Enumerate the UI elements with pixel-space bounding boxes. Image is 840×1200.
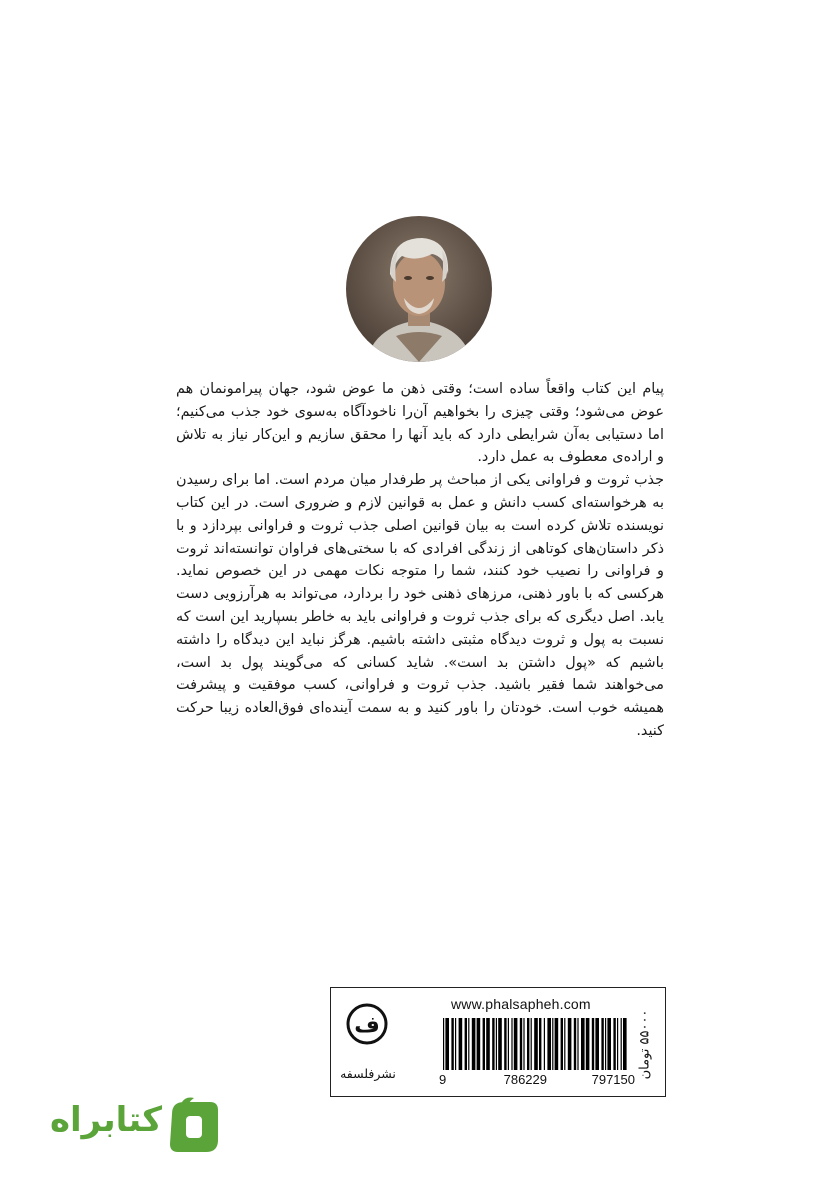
barcode-bar xyxy=(465,1018,467,1070)
barcode-bar xyxy=(504,1018,506,1070)
barcode-bar xyxy=(555,1018,559,1070)
isbn-number xyxy=(439,1072,635,1087)
barcode-bar xyxy=(451,1018,453,1070)
price-label xyxy=(629,998,661,1090)
barcode-bar xyxy=(508,1018,509,1070)
ketabrah-logo-icon xyxy=(164,1096,220,1154)
description-paragraph-2: جذب ثروت و فراوانی یکی از مباحث پر طرفدار میان مردم است. اما برای رسیدن به هرخواسته‌ای کسب دانش و عمل به قوانین لازم و ضروری است. در این کتاب نویسنده تلاش کرده است به بیان قوانین اصلی جذب ثروت و فراوانی بپردازد و با ذکر داستان‌های کوتاهی از زندگی افرادی که با سختی‌های فراوان توانسته‌اند ثروت و فراوانی را نصیب خود کنند، شما را متوجه نکات مهمی در این خصوص نماید. هرکسی که با باور ذهنی، مرزهای ذهنی خود را بردارد، می‌تواند به هرآرزویی دست یابد. اصل دیگری که برای جذب ثروت و فراوانی باید به خاطر بسپارید این است که نسبت به پول و ثروت دیدگاه مثبتی داشته باشیم. هرگز نباید این دیدگاه را داشته باشیم که «پول داشتن بد است». شاید کسانی که می‌گویند پول بد است، می‌خواهند شما فقیر باشید. جذب ثروت و فراوانی، کسب موفقیت و پیشرفت همیشه خوب است. خودتان را باور کنید و به سمت آینده‌ای فوق‌العاده زیبا حرکت کنید. xyxy=(176,472,664,739)
price-text: ۵۵۰۰۰ تومان xyxy=(637,1009,653,1079)
publisher-url[interactable]: www.phalsapheh.com xyxy=(451,996,591,1012)
barcode-bar xyxy=(520,1018,522,1070)
publisher-logo xyxy=(345,1002,389,1046)
barcode-bar xyxy=(564,1018,565,1070)
description-paragraph-1: پیام این کتاب واقعاً ساده است؛ وقتی ذهن ما عوض شود، جهان پیرامونمان هم عوض می‌شود؛ وقتی چیزی را بخواهیم آن‌را ناخودآگاه به‌سوی خود جذب می‌کنیم؛ اما دستیابی به‌آن شرایطی دارد که باید آنها را محقق سازیم و این‌کار نیاز به تلاش و اراده‌ی معطوف به عمل دارد. xyxy=(176,381,664,466)
ketabrah-wordmark: کتابراه xyxy=(49,1100,162,1140)
barcode-bar xyxy=(601,1018,603,1070)
ketabrah-watermark xyxy=(36,1096,226,1156)
isbn-group-2: 797150 xyxy=(591,1072,635,1087)
isbn-barcode xyxy=(441,1018,631,1070)
barcode-bar xyxy=(592,1018,594,1070)
barcode-bar xyxy=(514,1018,518,1070)
barcode-bar xyxy=(581,1018,585,1070)
barcode-bar xyxy=(534,1018,538,1070)
barcode-bar xyxy=(486,1018,490,1070)
publisher-logo-glyph: ف xyxy=(354,1013,380,1038)
barcode-bar xyxy=(607,1018,611,1070)
barcode-bar xyxy=(455,1018,456,1070)
barcode-bar xyxy=(617,1018,618,1070)
barcode-bar xyxy=(483,1018,485,1070)
barcode-bar xyxy=(492,1018,494,1070)
barcode-bar xyxy=(496,1018,497,1070)
barcode-bar xyxy=(443,1018,444,1070)
barcode-bar xyxy=(531,1018,532,1070)
barcode-bar xyxy=(574,1018,576,1070)
barcode-bar xyxy=(544,1018,545,1070)
barcode-bar xyxy=(539,1018,541,1070)
author-portrait xyxy=(346,216,492,362)
barcode-bar xyxy=(568,1018,572,1070)
isbn-group-1: 786229 xyxy=(503,1072,547,1087)
barcode-bar xyxy=(527,1018,529,1070)
publisher-name: نشرفلسفه xyxy=(340,1066,396,1081)
barcode-bar xyxy=(468,1018,469,1070)
barcode-bar xyxy=(459,1018,463,1070)
book-description xyxy=(176,378,664,743)
barcode-bar xyxy=(511,1018,512,1070)
barcode-bar xyxy=(552,1018,553,1070)
barcode-panel xyxy=(330,987,666,1097)
barcode-bar xyxy=(613,1018,615,1070)
barcode-bar xyxy=(498,1018,502,1070)
barcode-bar xyxy=(561,1018,563,1070)
barcode-bar xyxy=(445,1018,449,1070)
barcode-bar xyxy=(547,1018,551,1070)
barcode-bar xyxy=(605,1018,606,1070)
barcode-bar xyxy=(586,1018,590,1070)
barcode-bar xyxy=(577,1018,578,1070)
barcode-bar xyxy=(623,1018,627,1070)
barcode-bar xyxy=(621,1018,622,1070)
isbn-lead-digit: 9 xyxy=(439,1072,447,1087)
barcode-bar xyxy=(472,1018,476,1070)
barcode-bar xyxy=(523,1018,524,1070)
barcode-bar xyxy=(477,1018,481,1070)
barcode-bar xyxy=(595,1018,599,1070)
